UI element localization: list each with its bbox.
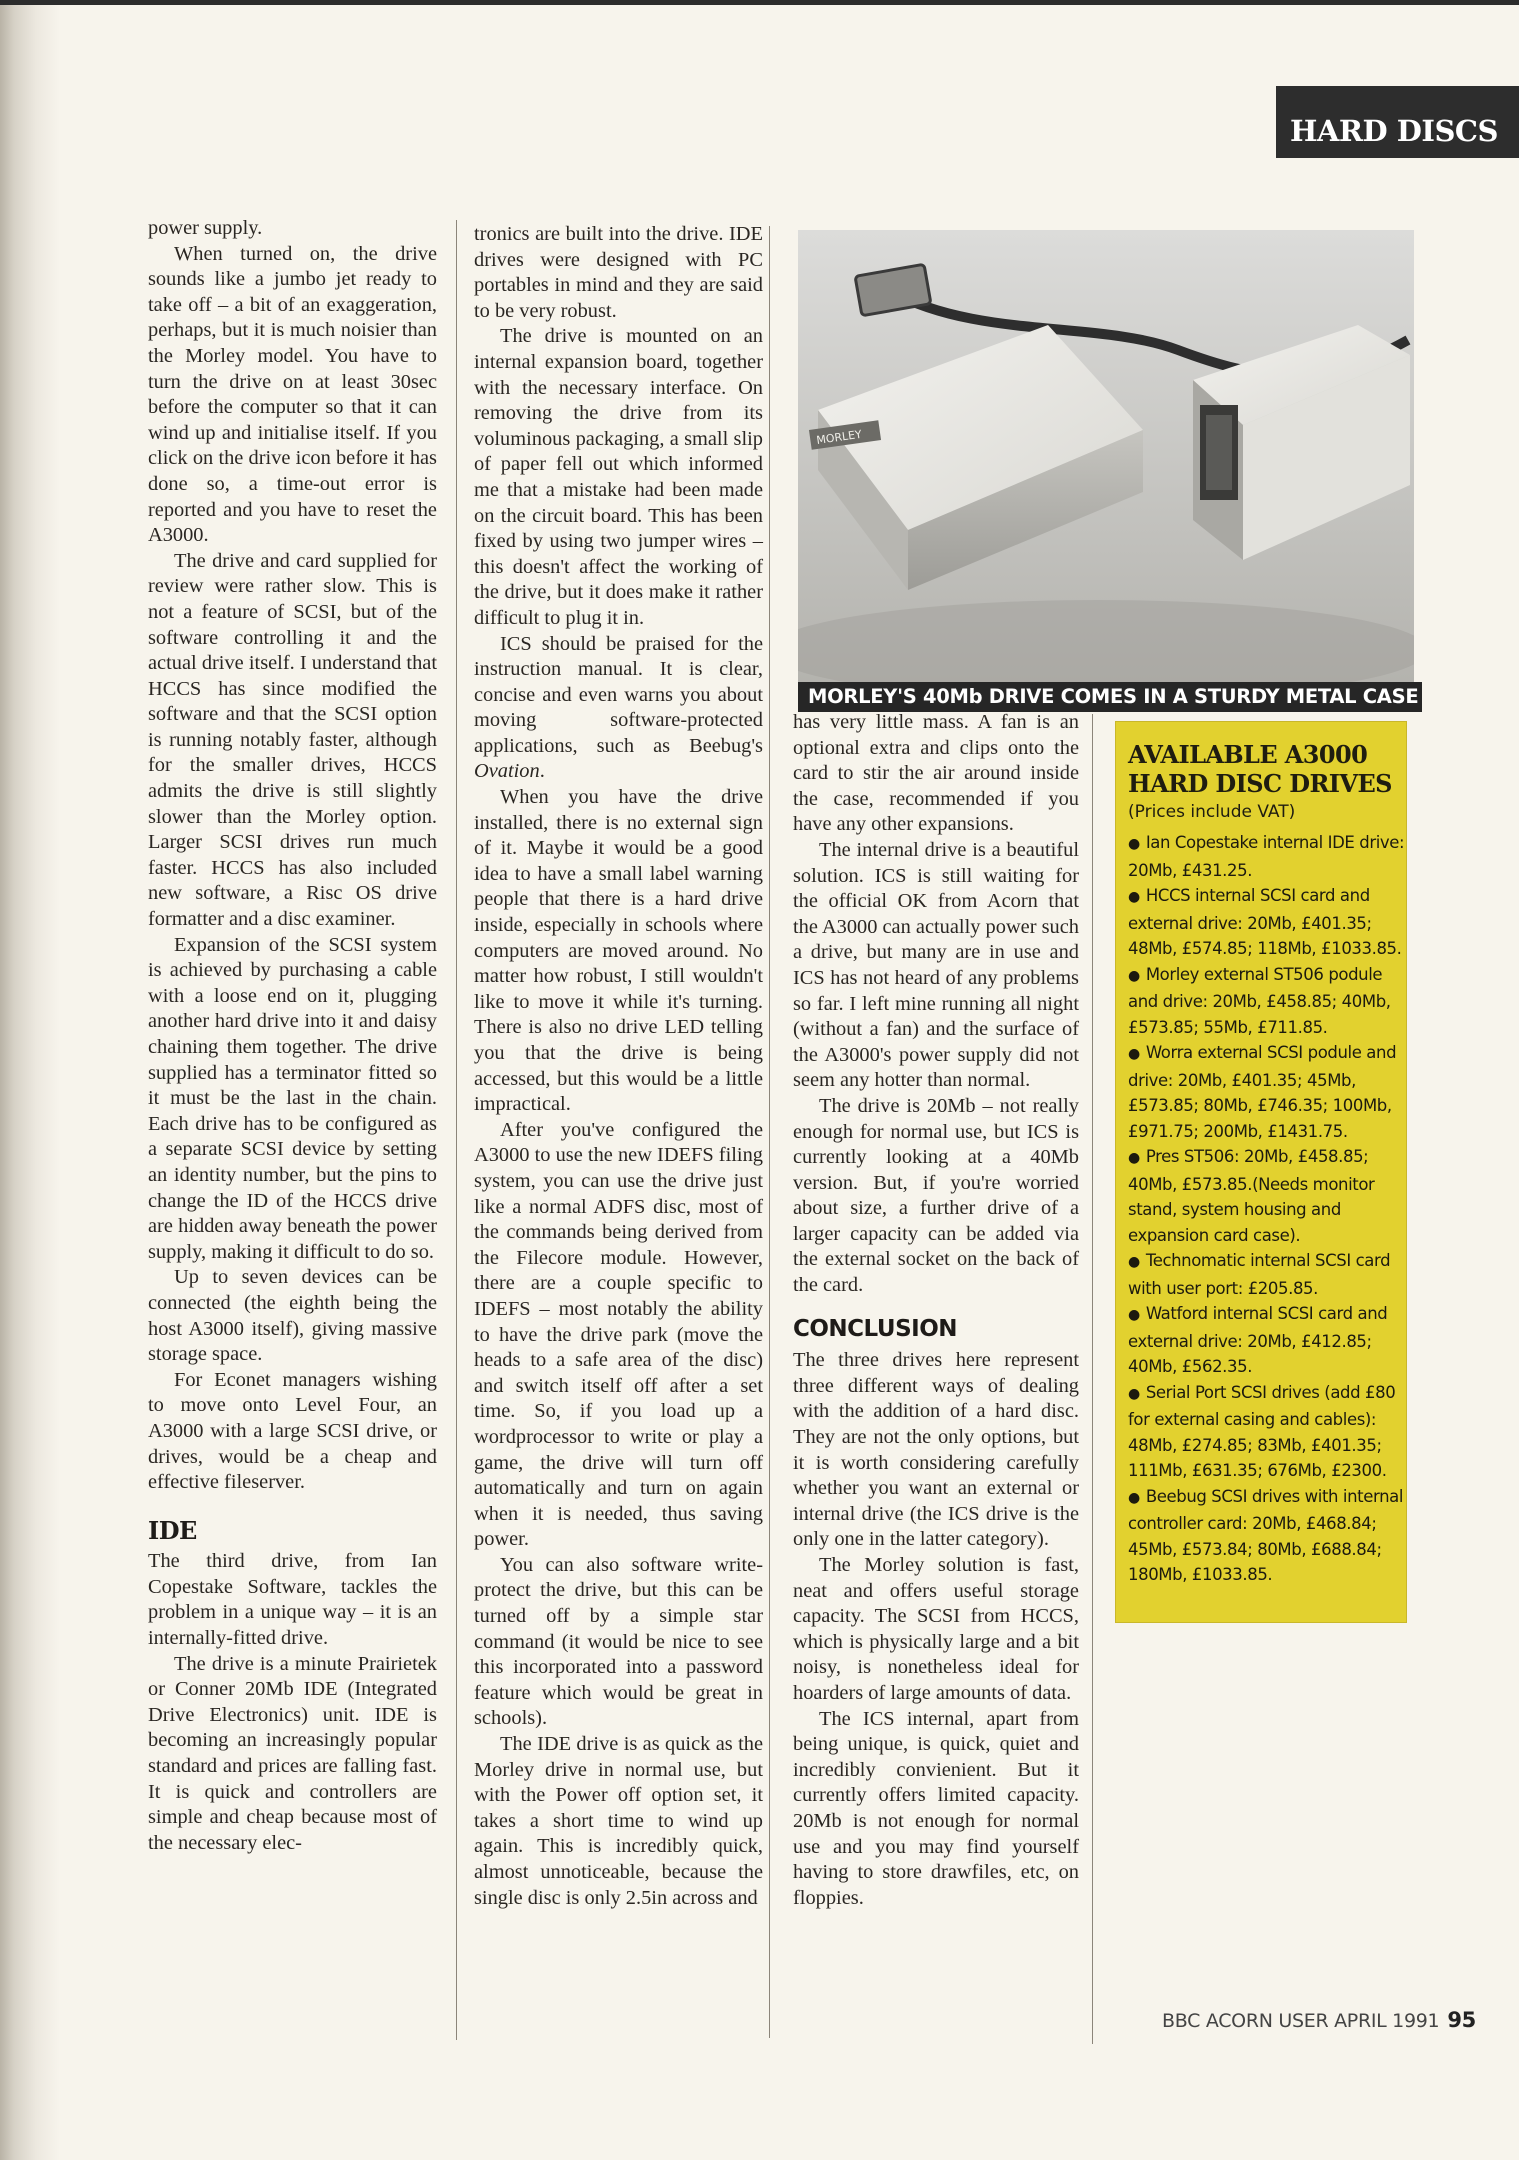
paragraph: tronics are built into the drive. IDE drives were designed with PC portables in mind and they are said to be very robust. <box>474 223 763 322</box>
section-tab <box>1276 86 1519 158</box>
section-label: HARD DISCS <box>1290 114 1498 148</box>
magazine-issue: BBC ACORN USER APRIL 1991 <box>1162 2010 1440 2032</box>
bullet-icon: ● <box>1128 1385 1140 1402</box>
bullet-icon: ● <box>1128 1150 1140 1166</box>
bullet-icon: ● <box>1128 836 1140 852</box>
paragraph: The third drive, from Ian Copestake Software, tackles the problem in a unique way – it is an internally-fitted drive. <box>148 1550 437 1650</box>
paragraph: The three drives here represent three different ways of dealing with the addition of a hard disc. They are not the only options, but it is worth considering carefully whether you want an external or internal drive (the ICS drive is the only one in the latter category). <box>793 1349 1079 1551</box>
article-column-2 <box>474 222 763 2048</box>
paragraph: The drive is 20Mb – not really enough for normal use, but ICS is currently looking at a 40Mb version. But, if you're worried about size, a further drive of a larger capacity can be added via the external socket on the back of the card. <box>793 1094 1079 1297</box>
paragraph: Up to seven devices can be connected (the eighth being the host A3000 itself), giving massive storage space. <box>148 1266 437 1366</box>
paragraph: When you have the drive installed, there is no external sign of it. Maybe it would be a good idea to have a small label warning people that there is a hard drive inside, especially in schools where computers are moved around. No matter how robust, I still wouldn't like to move it while it's turning. There is also no drive LED telling you that the drive is being accessed, but this would be a little impractical. <box>474 786 763 1116</box>
paragraph-text: ICS should be praised for the instruction manual. It is clear, concise and even warns you about moving software-protected applications, such as Beebug's <box>474 632 763 757</box>
paragraph: For Econet managers wishing to move onto Level Four, an A3000 with a large SCSI drive, or drives, would be a cheap and effective fileserver. <box>148 1368 437 1494</box>
bullet-icon: ● <box>1128 1046 1140 1062</box>
drive-photo-illustration <box>798 230 1414 682</box>
subheading-conclusion: CONCLUSION <box>793 1315 957 1342</box>
bullet-icon: ● <box>1128 1254 1140 1270</box>
bullet-icon: ● <box>1128 889 1140 905</box>
paragraph: The internal drive is a beautiful solution. ICS is still waiting for the official OK from Acorn that the A3000 can actually power such a drive, but many are in use and ICS has not heard of any problems so far. I left mine running all night (without a fan) and the surface of the A3000's power supply did not seem any hotter than normal. <box>793 838 1079 1092</box>
bullet-icon: ● <box>1128 967 1140 984</box>
paragraph: After you've configured the A3000 to use the new IDEFS filing system, you can use the drive just like a normal ADFS disc, most of the commands being derived from the Filecore module. However, there are a couple specific to IDEFS – most notably the ability to have the drive park (move the heads to a safe area of the disc) and switch itself off after a set time. So, if you load up a wordprocessor to write or play a game, the drive will turn off automatically and turn on again when it is needed, thus saving power. <box>474 1118 763 1551</box>
paragraph <box>474 632 763 786</box>
page-number: 95 <box>1447 2008 1476 2032</box>
paragraph-text: . <box>539 760 545 783</box>
paragraph: power supply. <box>148 217 263 239</box>
paragraph: The drive is mounted on an internal expansion board, together with the necessary interface. On removing the drive from its voluminous packaging, a small slip of paper fell out which informed me that a mistake had been made on the circuit board. This has been fixed by using two jumper wires – this doesn't affect the working of the drive, but it does make it rather difficult to plug it in. <box>474 325 763 629</box>
paragraph: The Morley solution is fast, neat and offers useful storage capacity. The SCSI from HCCS, which is physically large and a bit noisy, is nonetheless ideal for hoarders of large amounts of data. <box>793 1554 1079 1704</box>
paragraph: The IDE drive is as quick as the Morley drive in normal use, but with the Power off option set, it takes a short time to wind up again. This is incredibly quick, almost unnoticeable, because the single disc is only 2.5in across and <box>474 1733 763 1909</box>
price-sidebar <box>1116 722 1406 1622</box>
paragraph: Expansion of the SCSI system is achieved by purchasing a cable with a loose end on it, plugging another hard drive into it and daisy chaining them together. The drive supplied has a terminator fitted so it must be the last in the chain. Each drive has to be configured as a separate SCSI device by setting an identity number, but the pins to change the ID of the HCCS drive are hidden away beneath the power supply, making it difficult to do so. <box>148 933 437 1263</box>
paragraph: When turned on, the drive sounds like a jumbo jet ready to take off – a bit of an exaggeration, perhaps, but it is much noisier than the Morley model. You have to turn the drive on at least 30sec before the computer so that it can wind up and initialise itself. If you click on the drive icon before it has done so, a time-out error is reported and you have to reset the A3000. <box>148 242 437 547</box>
sidebar-note: (Prices include VAT) <box>1128 802 1296 822</box>
column-rule <box>769 226 770 2038</box>
paragraph: has very little mass. A fan is an optional extra and clips onto the card to stir the air around inside the case, recommended if you have any other expansions. <box>793 711 1079 836</box>
product-name: Ovation <box>474 760 540 783</box>
subheading-ide: IDE <box>148 1515 197 1545</box>
paragraph: You can also software write-protect the drive, but this can be turned off by a simple star command (it would be nice to see this incorporated into a password feature which would be great in schools). <box>474 1553 763 1730</box>
morley-badge-text: MORLEY <box>815 427 863 447</box>
page-binding-shadow <box>0 0 60 2160</box>
drive-photo <box>798 230 1414 682</box>
photo-caption: MORLEY'S 40Mb DRIVE COMES IN A STURDY METAL CASE <box>798 682 1422 712</box>
list-item: ● Worra external SCSI podule and drive: 20Mb, £401.35; 45Mb, £573.85; 80Mb, £746.35; 100Mb, £971.75; 200Mb, £1431.75. <box>1128 1043 1397 1141</box>
column-rule <box>1092 714 1093 2044</box>
page-footer <box>1162 2008 1476 2032</box>
bullet-icon: ● <box>1128 1307 1140 1323</box>
list-item: ● Watford internal SCSI card and external drive: 20Mb, £412.85; 40Mb, £562.35. <box>1128 1304 1388 1376</box>
list-item: ● Morley external ST506 podule and drive: 20Mb, £458.85; 40Mb, £573.85; 55Mb, £711.85. <box>1128 964 1391 1037</box>
paragraph: The ICS internal, apart from being unique, is quick, quiet and incredibly convienient. But it currently offers limited capacity. 20Mb is not enough for normal use and you may find yourself having to store drawfiles, etc, on floppies. <box>793 1707 1079 1909</box>
paragraph: The drive and card supplied for review were rather slow. This is not a feature of SCSI, but of the software controlling it and the actual drive itself. I understand that HCCS has since modified the software and that the SCSI option is running notably faster, although for the smaller drives, HCCS admits the drive is still slightly slower than the Morley option. Larger SCSI drives run much faster. HCCS has also included new software, a Risc OS drive formatter and a disc examiner. <box>148 549 437 931</box>
top-rule <box>0 0 1519 5</box>
bullet-icon: ● <box>1128 1489 1140 1506</box>
column-rule <box>456 220 457 2040</box>
list-item: ● Ian Copestake internal IDE drive: 20Mb, £431.25. <box>1128 833 1405 880</box>
list-item: ● Serial Port SCSI drives (add £80 for external casing and cables): 48Mb, £274.85; 83Mb, £401.35; 111Mb, £631.35; 676Mb, £2300. <box>1128 1382 1396 1480</box>
list-item: ● Technomatic internal SCSI card with user port: £205.85. <box>1128 1251 1391 1298</box>
article-column-1 <box>148 216 437 2046</box>
sidebar-title: AVAILABLE A3000 HARD DISC DRIVES <box>1128 740 1392 798</box>
list-item: ● Pres ST506: 20Mb, £458.85; 40Mb, £573.85.(Needs monitor stand, system housing and expansion card case). <box>1128 1147 1375 1245</box>
article-column-3 <box>793 710 1079 2054</box>
price-list <box>1128 830 1406 1588</box>
list-item: ● Beebug SCSI drives with internal controller card: 20Mb, £468.84; 45Mb, £573.84; 80Mb, £688.84; 180Mb, £1033.85. <box>1128 1486 1404 1584</box>
paragraph: The drive is a minute Prairietek or Conner 20Mb IDE (Integrated Drive Electronics) unit. IDE is becoming an increasingly popular standard and prices are falling fast. It is quick and controllers are simple and cheap because most of the necessary elec- <box>148 1652 437 1854</box>
list-item: ● HCCS internal SCSI card and external drive: 20Mb, £401.35; 48Mb, £574.85; 118Mb, £1033.85. <box>1128 886 1402 958</box>
